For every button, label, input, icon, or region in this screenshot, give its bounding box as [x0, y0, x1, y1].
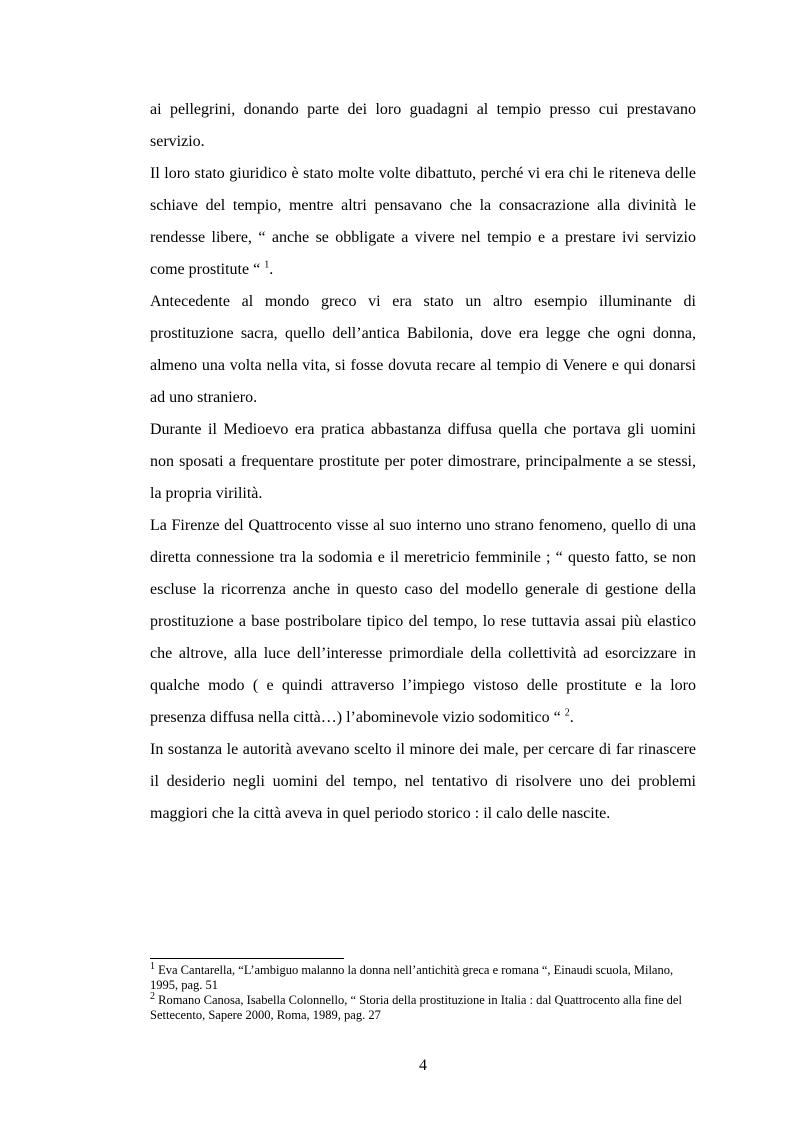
footnotes	[150, 960, 696, 1023]
paragraph-text: In sostanza le autorità avevano scelto il minore dei male, per cercare di far rinascere il desiderio negli uomini del tempo, nel tentativo di risolvere uno dei problemi maggiori che la città aveva in quel periodo storico : il calo delle nascite.	[150, 741, 696, 822]
paragraph	[150, 158, 696, 286]
paragraph-text: La Firenze del Quattrocento visse al suo interno uno strano fenomeno, quello di una diretta connessione tra la sodomia e il meretricio femminile ; “ questo fatto, se non escluse la ricorrenza anche in questo caso del modello generale di gestione della prostituzione a base postribolare tipico del tempo, lo rese tuttavia assai più elastico che altrove, alla luce dell’interesse primordiale della collettività ad esorcizzare in qualche modo ( e quindi attraverso l’impiego vistoso delle prostitute e la loro presenza diffusa nella città…) l’abominevole vizio sodomitico “	[150, 517, 696, 726]
paragraph-text-end: .	[269, 261, 274, 278]
paragraph	[150, 734, 696, 830]
footnote-mark: 2	[150, 990, 155, 1002]
paragraph-text: ai pellegrini, donando parte dei loro guadagni al tempio presso cui prestavano servizio.	[150, 101, 696, 150]
footnote-mark: 1	[150, 960, 155, 972]
page-number: 4	[419, 1057, 427, 1074]
footnote-reference: 1	[264, 259, 270, 271]
paragraph	[150, 414, 696, 510]
paragraph-text: Il loro stato giuridico è stato molte volte dibattuto, perché vi era chi le riteneva delle schiave del tempio, mentre altri pensavano che la consacrazione alla divinità le rendesse libere, “ anche se obbligate a vivere nel tempio e a prestare ivi servizio come prostitute “	[150, 165, 696, 278]
footnote-text: Eva Cantarella, “L’ambiguo malanno la donna nell’antichità greca e romana “, Einaudi scuola, Milano, 1995, pag. 51	[150, 963, 674, 992]
footnote	[150, 960, 696, 993]
paragraph	[150, 286, 696, 414]
paragraph-text: Durante il Medioevo era pratica abbastanza diffusa quella che portava gli uomini non sposati a frequentare prostitute per poter dimostrare, principalmente a se stessi, la propria virilità.	[150, 421, 696, 502]
paragraph-text: Antecedente al mondo greco vi era stato un altro esempio illuminante di prostituzione sacra, quello dell’antica Babilonia, dove era legge che ogni donna, almeno una volta nella vita, si fosse dovuta recare al tempio di Venere e qui donarsi ad uno straniero.	[150, 293, 696, 406]
body-text	[150, 94, 696, 830]
footnote	[150, 990, 696, 1023]
footnote-separator	[150, 958, 344, 959]
footnote-text: Romano Canosa, Isabella Colonnello, “ Storia della prostituzione in Italia : dal Quattrocento alla fine del Settecento, Sapere 2000, Roma, 1989, pag. 27	[150, 993, 682, 1022]
footnote-reference: 2	[564, 707, 570, 719]
paragraph-text-end: .	[569, 709, 574, 726]
paragraph	[150, 510, 696, 734]
paragraph	[150, 94, 696, 158]
